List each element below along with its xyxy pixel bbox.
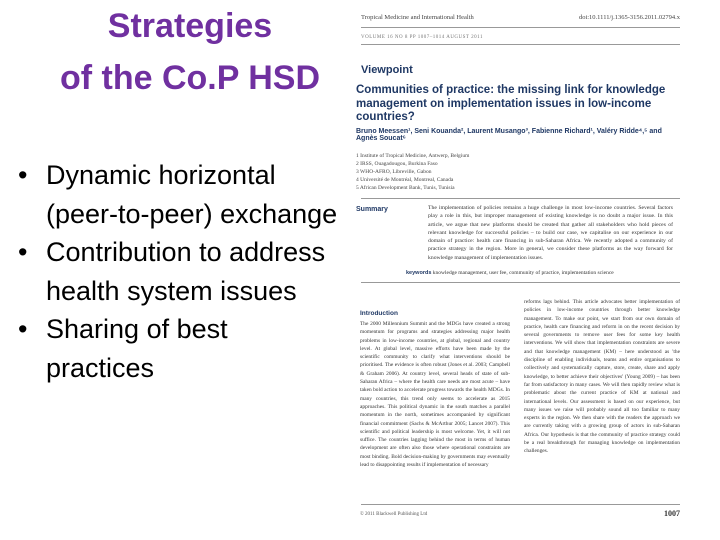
bullet-item	[18, 233, 338, 310]
keywords-line	[406, 270, 686, 276]
summary-label: Summary	[356, 206, 388, 213]
bullet-text: Dynamic horizontal (peer-to-peer) exchange	[46, 160, 338, 229]
volume-divider	[361, 44, 680, 45]
article-title: Communities of practice: the missing link for knowledge management on implementation issues in low-income countries?	[356, 84, 666, 123]
article-authors: Bruno Meessen¹, Seni Kouanda², Laurent Musango³, Fabienne Richard¹, Valéry Ridde⁴,⁵ and Agnès Soucat⁶	[356, 128, 662, 142]
summary-divider	[361, 198, 680, 199]
copyright-notice: © 2011 Blackwell Publishing Ltd	[360, 512, 428, 517]
slide-title	[40, 0, 340, 104]
volume-line: VOLUME 16 NO 8 PP 1007–1014 AUGUST 2011	[361, 35, 483, 40]
bullet-dot-icon: •	[18, 237, 28, 267]
affiliation-item: 5 African Development Bank, Tunis, Tunisia	[356, 185, 455, 191]
slide-title-line-2: of the Co.P HSD	[59, 59, 321, 97]
footer-divider	[361, 504, 680, 505]
page-number: 1007	[664, 509, 680, 518]
keywords-label: keywords	[406, 270, 432, 276]
bullet-text: Contribution to address health system issues	[46, 237, 326, 306]
bullet-text: Sharing of best practices	[46, 314, 228, 383]
affiliation-item: 4 Université de Montréal, Montreal, Canada	[356, 177, 454, 183]
affiliation-item: 1 Institute of Tropical Medicine, Antwerp, Belgium	[356, 153, 470, 159]
journal-name: Tropical Medicine and International Health	[361, 14, 474, 21]
slide-title-line-1: Strategies	[107, 7, 273, 45]
introduction-column-1: The 2000 Millennium Summit and the MDGs have created a strong momentum for programs and strategies addressing major health problems in low-income countries, at global, regional and country level. At global level, massive efforts have been made by the scientific community to clarify what interventions should be prioritised. The evidence is often robust (Jones et al. 2003; Campbell & Graham 2006). At country level, several heads of state of sub-Saharan Africa – where the health care needs are most acute – have taken bold action to accelerate progress towards the health MDGs. In many countries, this trend only seems to accelerate as 2015 approaches. This political dynamic in the south matches a parallel momentum in the north, sometimes accompanied by significant financial commitment (Sachs & McArthur 2005; Lancet 2007). This scientific and political leadership is most welcome. Yet, it will not suffice. The countries lagging behind the most in terms of human development are often also those where operational constraints are most binding. Bold decision-making by governments may eventually lead to disappointing results if implementation of necessary	[360, 321, 510, 469]
introduction-column-2: reforms lags behind. This article advocates better implementation of policies in low-income countries through better knowledge management. To make our point, we start from our own domain of practice, health care financing and reform in on the recent decision by several governments to remove user fees for some key health interventions. We will show that implementation constraints are severe and that knowledge management (KM) – here understood as 'the discipline of enabling individuals, teams and entire organisations to collectively and systematically capture, store, create, share and apply knowledge, to better achieve their objectives' (Young 2009) – has been far from satisfactory in many cases. We will then rapidly review what is problematic about the current practice of KM at national and international levels. Our assessment is based on our experience, but many issues we raise will probably sound all too familiar to many experts in the region. We then share with the readers the approach we are currently taking with a growing group of actors in sub-Saharan Africa. Our hypothesis is that the community of practice strategy could be a real breakthrough for managing knowledge on implementation challenges.	[524, 299, 680, 455]
affiliation-item: 3 WHO-AFRO, Libreville, Gabon	[356, 169, 432, 175]
bullet-item	[18, 310, 338, 387]
summary-text: The implementation of policies remains a huge challenge in most low-income countries. Several factors play a role in this, but improper management of existing knowledge is no doubt a major issue. In this article, we argue that new platforms should be created that gather all stakeholders who hold pieces of relevant knowledge for successful policies – to build our case, we capitalise on our experience in our domain of practice: health care financing in sub-Saharan Africa. We recently adopted a community of practice strategy in the region. More in general, we consider these platforms as the way forward for knowledge management of implementation issues.	[428, 205, 673, 261]
introduction-heading: Introduction	[360, 310, 398, 317]
bullet-item	[18, 156, 338, 233]
affiliation-item: 2 IRSS, Ouagadougou, Burkina Faso	[356, 161, 438, 167]
bullet-dot-icon: •	[18, 314, 28, 344]
journal-article-image	[346, 0, 686, 540]
article-doi: doi:10.1111/j.1365-3156.2011.02794.x	[578, 14, 680, 21]
bullet-dot-icon: •	[18, 160, 28, 190]
keywords-text: knowledge management, user fee, community of practice, implementation science	[432, 270, 614, 276]
keywords-divider	[361, 282, 680, 283]
bullet-list	[18, 156, 338, 387]
section-label: Viewpoint	[361, 64, 413, 76]
affiliations	[356, 152, 656, 192]
header-divider	[361, 27, 680, 28]
